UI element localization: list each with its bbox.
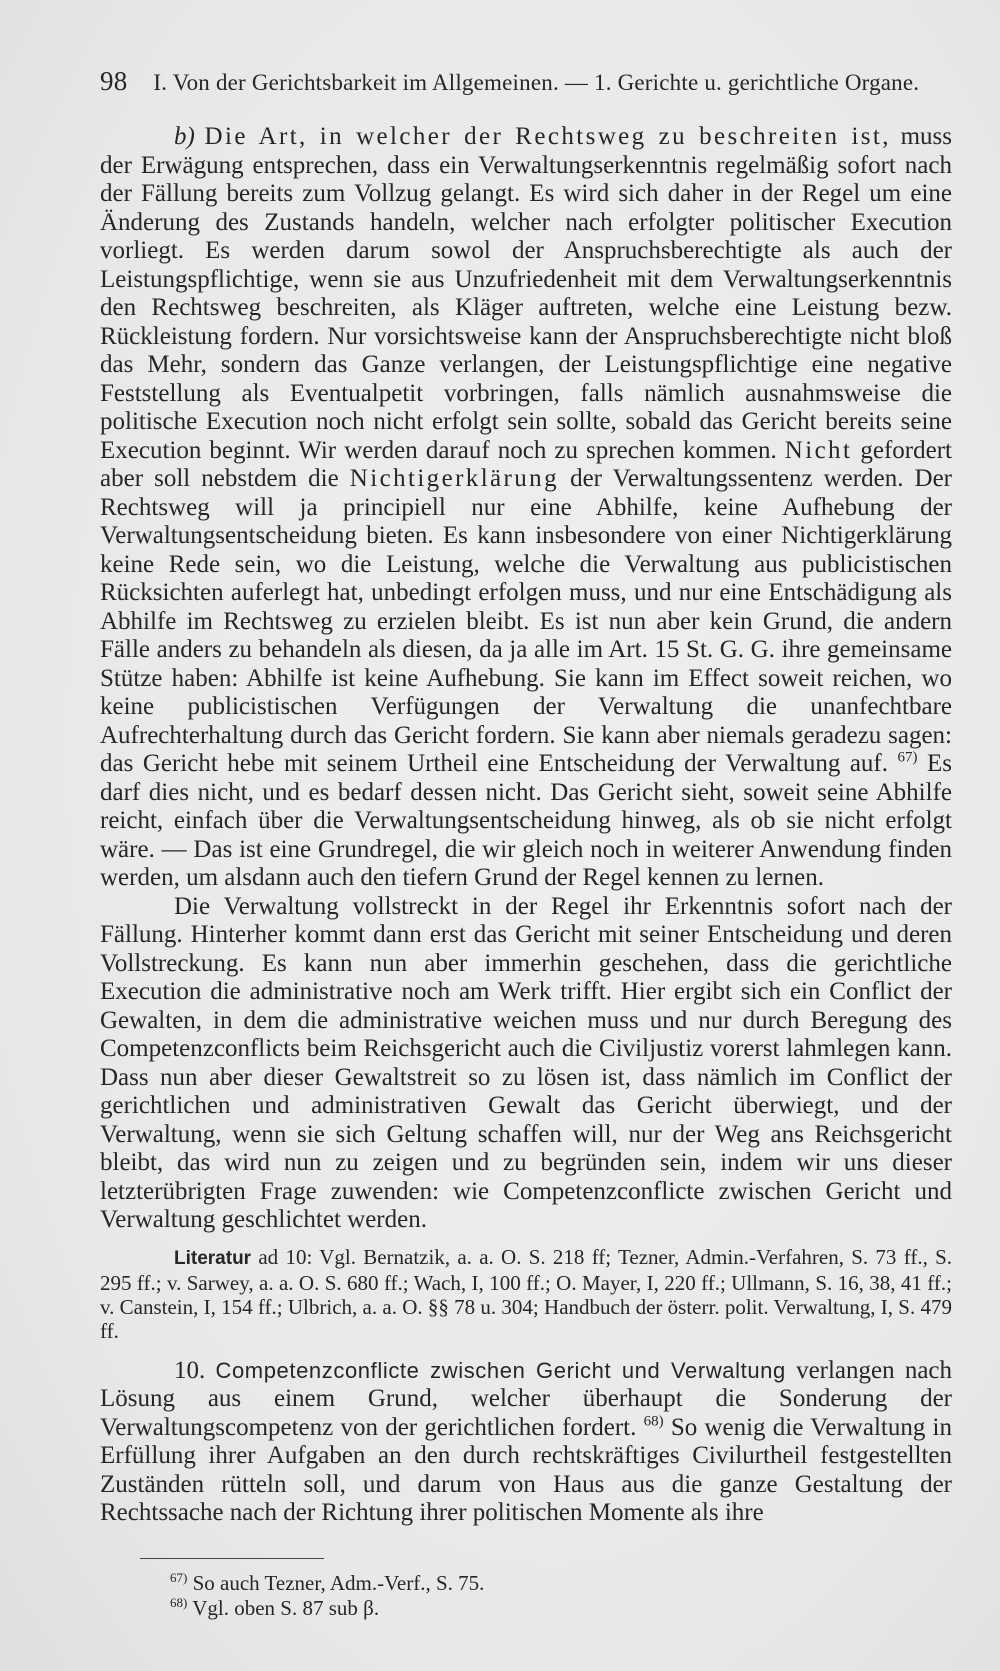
paragraph-execution: Die Verwaltung vollstreckt in der Regel ihr Erkenntnis sofort nach der Fällung. Hinterher kommt dann erst das Gericht mit seiner Entscheidung und deren Vollstreckung. Es kann nun aber immerhin geschehen, dass die gerichtliche Execution die administrative noch am Werk trifft. Hier ergibt sich ein Conflict der Gewalten, in dem die administrative weichen muss und nur durch Beregung des Competenzconflicts beim Reichsgericht auch die Civiljustiz vorerst lahmlegen kann. Dass nun aber dieser Gewaltstreit so zu lösen ist, dass nämlich im Conflict der gerichtlichen und administrativen Gewalt das Gericht überwiegt, und der Verwaltung, wenn sie sich Geltung schaffen will, nur der Weg ans Reichsgericht bleibt, das wird nun zu zeigen und zu begründen sein, indem wir uns dieser letzterübrigten Frage zuwenden: wie Competenzconflicte zwischen Gericht und Verwaltung geschlichtet werden. xyxy=(100,892,952,1233)
main-text xyxy=(100,123,952,1235)
paragraph-text: muss der Erwägung entsprechen, dass ein Verwaltungserkenntnis regelmäßig sofort nach der Fällung bereits zum Vollzug gelangt. Es wird sich daher in der Regel um eine Änderung des Zustands handeln, welcher nach erfolgter politischer Execution vorliegt. Es werden darum sowol der Anspruchsberechtigte als auch der Leistungspflichtige, wenn sie aus Unzufriedenheit mit dem Verwaltungserkenntnis den Rechtsweg beschreiten, als Kläger auftreten, welche eine Leistung bezw. Rückleistung fordern. Nur vorsichtsweise kann der Anspruchsberechtigte nicht bloß das Mehr, sondern das Ganze verlangen, der Leistungspflichtige eine negative Feststellung als Eventualpetit vorbringen, falls nämlich ausnahmsweise die politische Execution noch nicht erfolgt sein sollte, sobald das Gericht bereits seine Execution beginnt. Wir werden darauf noch zu sprechen kommen. xyxy=(100,123,953,464)
footnote xyxy=(170,1571,952,1596)
paragraph-b xyxy=(100,123,952,893)
footnotes xyxy=(100,1571,952,1621)
section-text: verlangen nach Lösung aus einem Grund, welcher überhaupt die Sonderung der Verwaltungscompetenz von der gerichtlichen fordert. xyxy=(100,1356,953,1441)
footnote xyxy=(170,1596,952,1621)
running-title: I. Von der Gerichtsbarkeit im Allgemeinen. — 1. Gerichte u. gerichtliche Organe. xyxy=(153,70,920,95)
footnote-ref-67: 67) xyxy=(897,749,918,766)
spaced-lead: Die Art, in welcher der Rechtsweg zu beschreiten ist, xyxy=(204,123,891,150)
paragraph-text: gefordert aber soll nebstdem die xyxy=(100,436,952,492)
section-number: 10. xyxy=(174,1356,206,1384)
paragraph-text: Es darf dies nicht, und es bedarf dessen nicht. Das Gericht sieht, soweit seine Abhilfe reicht, einfach über die Verwaltungsentscheidung hinweg, als ob sie nicht erfolgt wäre. — Das ist eine Grundregel, die wir gleich noch in weiterer Anwendung finden werden, um alsdann auch den tiefern Grund der Regel kennen zu lernen. xyxy=(100,750,953,891)
section-heading: Competenzconflicte zwischen Gericht und Verwaltung xyxy=(215,1357,786,1383)
literature-note xyxy=(100,1245,952,1343)
section-10-paragraph xyxy=(100,1357,952,1528)
running-header xyxy=(100,66,952,97)
literature-text: Vgl. Bernatzik, a. a. O. S. 218 ff; Tezner, Admin.-Verfahren, S. 73 ff., S. 295 ff.; v. Sarwey, a. a. O. S. 680 ff.; Wach, I, 100 ff.; O. Mayer, I, 220 ff.; Ullmann, S. 16, 38, 41 ff.; v. Canstein, I, 154 ff.; Ulbrich, a. a. O. §§ 78 u. 304; Handbuch der österr. polit. Verwaltung, I, S. 479 ff. xyxy=(100,1244,953,1343)
footnote-mark: 68) xyxy=(170,1594,188,1610)
paragraph-text: der Verwaltungssentenz werden. Der Rechtsweg will ja principiell nur eine Abhilfe, keine Aufhebung der Verwaltungsentscheidung bieten. Es kann insbesondere von einer Nichtigerklärung keine Rede sein, wo die Leistung, welche die Verwaltung aus publicistischen Rücksichten auferlegt hat, unbedingt erfolgen muss, und nur eine Entschädigung als Abhilfe im Rechtsweg zu erzielen bleibt. Es ist nun aber kein Grund, die andern Fälle anders zu behandeln als diesen, da ja alle im Art. 15 St. G. G. ihre gemeinsame Stütze haben: Abhilfe ist keine Aufhebung. Sie kann im Effect soweit reichen, wo keine publicistischen Verfügungen der Verwaltung die unanfechtbare Aufrechterhaltung durch das Gericht fordern. Sie kann aber niemals geradezu sagen: das Gericht hebe mit seinem Urtheil eine Entscheidung der Verwaltung auf. xyxy=(100,465,952,777)
paragraph-label: b) xyxy=(174,123,195,150)
section-text: So wenig die Verwaltung in Erfüllung ihrer Aufgaben an den durch rechtskräftiges Civilurtheil festgestellten Zuständen rütteln soll, und darum von Haus aus die ganze Gestaltung der Rechtssache nach der Richtung ihrer politischen Momente als ihre xyxy=(100,1413,953,1526)
spaced-nichtigerklaerung: Nichtigerklärung xyxy=(349,465,559,492)
footnote-ref-68: 68) xyxy=(643,1413,664,1430)
page-number: 98 xyxy=(100,66,128,96)
section-10 xyxy=(100,1357,952,1528)
spaced-nicht: Nicht xyxy=(784,436,853,464)
literature-ref: ad 10: xyxy=(258,1244,313,1269)
footnote-text: Vgl. oben S. 87 sub β. xyxy=(192,1595,380,1620)
footnote-text: So auch Tezner, Adm.-Verf., S. 75. xyxy=(192,1570,485,1595)
literature-label: Literatur xyxy=(174,1247,252,1269)
footnote-divider xyxy=(140,1558,324,1559)
footnote-mark: 67) xyxy=(170,1569,188,1585)
